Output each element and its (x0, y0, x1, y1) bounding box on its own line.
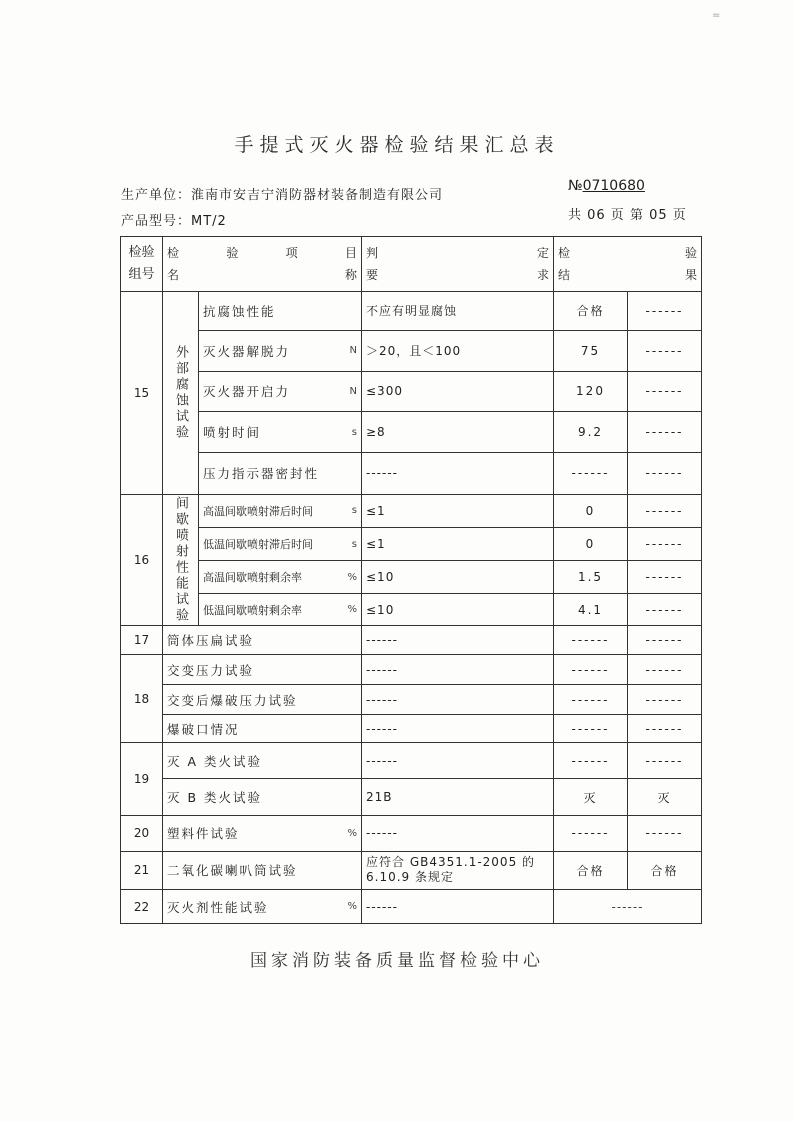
test-item-name: 喷射时间 (203, 425, 262, 441)
test-item-name: 低温间歇喷射剩余率 (203, 603, 302, 617)
result-cell-1: ------ (554, 685, 628, 715)
result-cell-1: ------ (554, 743, 628, 779)
requirement-cell: ≤1 (362, 527, 554, 560)
test-item-name: 灭火器解脱力 (203, 343, 291, 359)
requirement-cell: ------ (362, 743, 554, 779)
result-cell-2: ------ (628, 685, 702, 715)
result-cell-2: ------ (628, 330, 702, 371)
result-cell-1: 4.1 (554, 594, 628, 626)
test-item-unit: N (349, 385, 357, 397)
group-number: 18 (121, 654, 163, 743)
requirement-cell: ------ (362, 815, 554, 851)
table-row (121, 292, 702, 331)
test-item-cell (199, 561, 362, 594)
test-item-name: 灭火剂性能试验 (167, 899, 269, 915)
test-item-cell (199, 453, 362, 495)
result-cell-1: 0 (554, 494, 628, 527)
result-cell-1: ------ (554, 654, 628, 685)
group-number: 19 (121, 743, 163, 815)
result-cell-2: 灭 (628, 779, 702, 816)
result-cell-2: ------ (628, 743, 702, 779)
result-cell-2: 合格 (628, 851, 702, 890)
requirement-cell: ------ (362, 714, 554, 743)
table-row (121, 851, 702, 890)
test-item-name: 灭火器开启力 (203, 384, 291, 400)
test-item-unit: % (347, 901, 357, 913)
test-item-name: 高温间歇喷射剩余率 (203, 571, 302, 585)
requirement-cell: ------ (362, 685, 554, 715)
result-cell-2: ------ (628, 654, 702, 685)
issuer-footer: 国家消防装备质量监督检验中心 (250, 951, 544, 971)
result-cell-2: ------ (628, 292, 702, 331)
test-item-name: 爆破口情况 (167, 721, 240, 737)
header-item-name: 检 验 项 目 名 称 (163, 237, 362, 292)
test-item-cell (163, 654, 362, 685)
table-row (121, 685, 702, 715)
table-row (121, 594, 702, 626)
test-item-name: 高温间歇喷射滞后时间 (203, 504, 313, 518)
result-cell: ------ (554, 890, 702, 924)
test-item-unit: N (349, 345, 357, 357)
header-result: 检 验 结 果 (554, 237, 702, 292)
requirement-cell: ≥8 (362, 412, 554, 453)
test-item-name: 抗腐蚀性能 (203, 303, 276, 319)
result-cell-2: ------ (628, 626, 702, 655)
page-title: 手提式灭火器检验结果汇总表 (234, 134, 560, 156)
header-requirement: 判 定 要 求 (362, 237, 554, 292)
result-cell-1: 合格 (554, 292, 628, 331)
test-item-unit: s (351, 426, 357, 438)
requirement-cell: ≤1 (362, 494, 554, 527)
model-value: MT/2 (191, 214, 227, 229)
requirement-cell: ------ (362, 654, 554, 685)
table-row (121, 779, 702, 816)
table-row (121, 527, 702, 560)
table-row (121, 890, 702, 924)
test-item-name: 二氧化碳喇叭筒试验 (167, 863, 298, 879)
test-item-unit: % (347, 827, 357, 839)
test-item-unit: s (351, 505, 357, 517)
table-row (121, 453, 702, 495)
result-cell-1: ------ (554, 714, 628, 743)
group-category-cell (163, 494, 199, 625)
requirement-cell: ≤10 (362, 561, 554, 594)
test-item-cell (199, 594, 362, 626)
result-cell-2: ------ (628, 594, 702, 626)
test-item-cell (199, 494, 362, 527)
result-cell-1: 75 (554, 330, 628, 371)
model-line (121, 210, 227, 229)
group-number: 20 (121, 815, 163, 851)
model-label: 产品型号： (121, 214, 192, 229)
requirement-cell: 不应有明显腐蚀 (362, 292, 554, 331)
test-item-cell (199, 412, 362, 453)
test-item-cell (163, 714, 362, 743)
table-row (121, 626, 702, 655)
test-item-cell (199, 330, 362, 371)
result-cell-2: ------ (628, 412, 702, 453)
result-cell-1: 120 (554, 371, 628, 412)
requirement-cell: ------ (362, 890, 554, 924)
doc-no-prefix: № (568, 178, 583, 194)
test-item-cell (199, 527, 362, 560)
test-item-name: 低温间歇喷射滞后时间 (203, 538, 313, 552)
group-number: 21 (121, 851, 163, 890)
scan-corner-mark: = (712, 10, 721, 21)
group-number: 22 (121, 890, 163, 924)
group-category-cell (163, 292, 199, 495)
header-group-no: 检验 组号 (121, 237, 163, 292)
result-cell-2: ------ (628, 815, 702, 851)
requirement-cell: ------ (362, 453, 554, 495)
result-cell-1: 灭 (554, 779, 628, 816)
table-row (121, 494, 702, 527)
test-item-unit: % (347, 604, 357, 616)
requirement-cell: 21B (362, 779, 554, 816)
table-row (121, 561, 702, 594)
test-item-cell (199, 292, 362, 331)
result-cell-1: ------ (554, 815, 628, 851)
group-category: 外部腐蚀试验 (173, 344, 188, 441)
group-number: 17 (121, 626, 163, 655)
test-item-cell (163, 743, 362, 779)
requirement-cell: ≤10 (362, 594, 554, 626)
producer-line (121, 184, 443, 203)
test-item-name: 交变后爆破压力试验 (167, 692, 298, 708)
requirement-cell: ≤300 (362, 371, 554, 412)
result-cell-1: ------ (554, 453, 628, 495)
result-cell-1: 0 (554, 527, 628, 560)
result-cell-1: 9.2 (554, 412, 628, 453)
table-row (121, 714, 702, 743)
table-header-row (121, 237, 702, 292)
test-item-cell (163, 685, 362, 715)
group-number: 15 (121, 292, 163, 495)
doc-no-value: 0710680 (582, 178, 645, 194)
group-category: 间歇喷射性能试验 (173, 496, 188, 625)
table-row (121, 815, 702, 851)
requirement-cell: ------ (362, 626, 554, 655)
test-item-name: 塑料件试验 (167, 826, 240, 842)
result-cell-1: 合格 (554, 851, 628, 890)
result-cell-2: ------ (628, 453, 702, 495)
test-item-name: 灭 A 类火试验 (167, 753, 262, 769)
requirement-cell: 应符合 GB4351.1-2005 的 6.10.9 条规定 (362, 851, 554, 890)
result-cell-1: ------ (554, 626, 628, 655)
producer-value: 淮南市安吉宁消防器材装备制造有限公司 (191, 188, 444, 203)
test-item-name: 筒体压扁试验 (167, 633, 255, 649)
result-cell-2: ------ (628, 561, 702, 594)
test-item-name: 灭 B 类火试验 (167, 790, 263, 805)
table-row (121, 654, 702, 685)
result-cell-2: ------ (628, 714, 702, 743)
table-row (121, 412, 702, 453)
test-item-cell (163, 626, 362, 655)
test-item-cell (199, 371, 362, 412)
test-item-unit: % (347, 571, 357, 583)
test-item-name: 交变压力试验 (167, 662, 255, 678)
test-item-cell (163, 851, 362, 890)
group-number: 16 (121, 494, 163, 625)
requirement-cell: ＞20，且＜100 (362, 330, 554, 371)
results-table (120, 236, 702, 924)
table-row (121, 371, 702, 412)
test-item-cell (163, 815, 362, 851)
page-count: 共 06 页 第 05 页 (568, 208, 687, 223)
table-row (121, 743, 702, 779)
test-item-unit: s (351, 538, 357, 550)
result-cell-1: 1.5 (554, 561, 628, 594)
test-item-name: 压力指示器密封性 (203, 466, 320, 482)
table-row (121, 330, 702, 371)
test-item-cell (163, 779, 362, 816)
document-number (568, 178, 645, 194)
test-item-cell (163, 890, 362, 924)
result-cell-2: ------ (628, 527, 702, 560)
producer-label: 生产单位： (121, 188, 192, 203)
result-cell-2: ------ (628, 494, 702, 527)
result-cell-2: ------ (628, 371, 702, 412)
